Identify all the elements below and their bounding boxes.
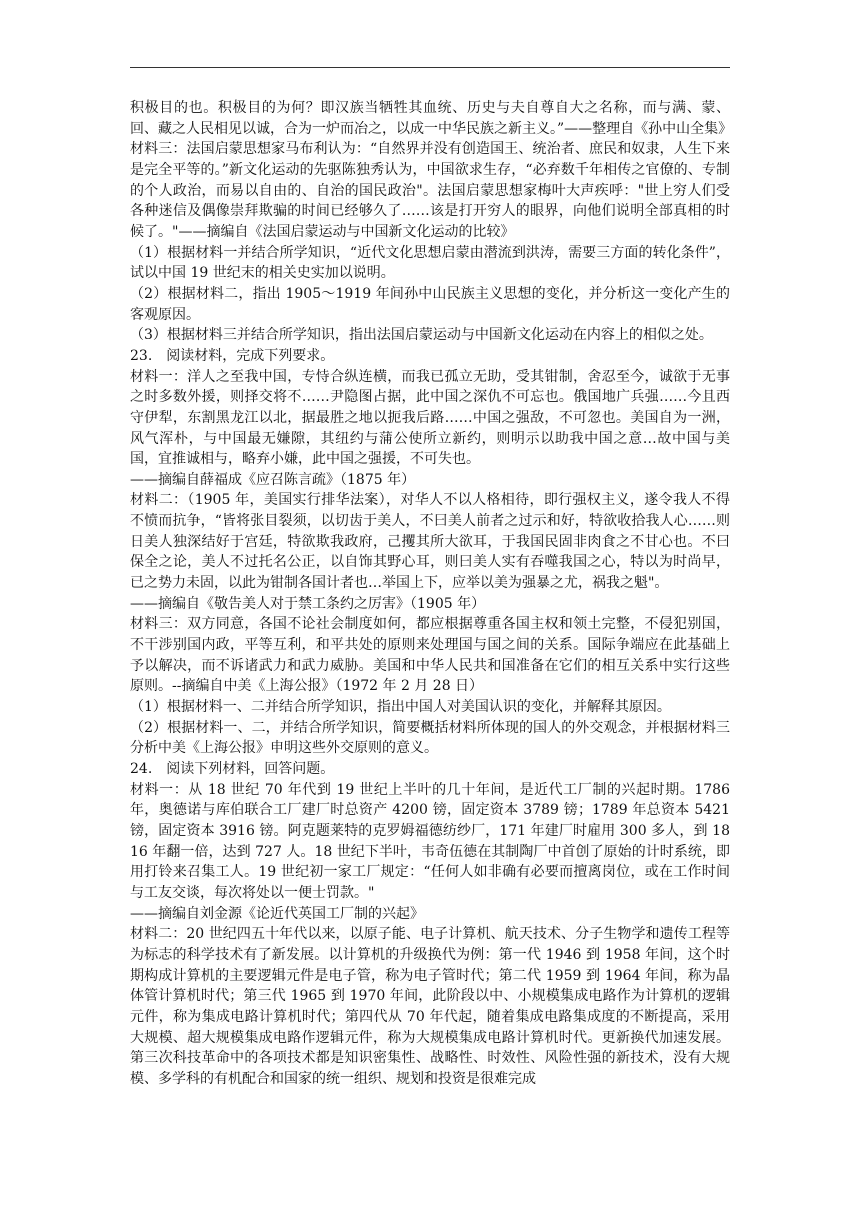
- question-24-heading: 24. 阅读下列材料，回答问题。: [130, 761, 335, 777]
- question-23-part-2: （2）根据材料一、二，并结合所学知识，简要概括材料所体现的国人的外交观念，并根据材料三分析中美《上海公报》申明这些外交原则的意义。: [130, 719, 730, 757]
- paragraph-material-two-ending: 积极目的也。积极目的为何？即汉族当牺牲其血统、历史与夫自尊自大之名称，而与满、蒙、回、藏之人民相见以诚，合为一炉而冶之，以成一中华民族之新主义。”——整理自《孙中山全集》: [130, 100, 733, 137]
- question-23-source-two: ——摘编自《敬告美人对于禁工条约之厉害》（1905 年）: [130, 595, 486, 612]
- question-23-part-1: （1）根据材料一、二并结合所学知识，指出中国人对美国认识的变化，并解释其原因。: [130, 699, 671, 716]
- question-22-part-3: （3）根据材料三并结合所学知识，指出法国启蒙运动与中国新文化运动在内容上的相似之处。: [130, 327, 713, 344]
- question-23-heading: 23. 阅读材料，完成下列要求。: [130, 347, 335, 364]
- question-23-source-one: ——摘编自薛福成《应召陈言疏》（1875 年）: [130, 471, 416, 488]
- header-rule: [130, 67, 730, 68]
- question-24-material-one: 材料一：从 18 世纪 70 年代到 19 世纪上半叶的几十年间，是近代工厂制的兴起时期。1786 年，奥德诺与库伯联合工厂建厂时总资产 4200 镑，固定资本 3789 镑；1789 年总资本 5421 镑，固定资本 3916 镑。阿克题莱特的克罗姆福德纺纱厂，171 年建厂时雇用 300 多人，到 1816 年翻一倍，达到 727 人。18 世纪下半叶，韦奇伍德在其制陶厂中首创了原始的计时系统，即用打铃来召集工人。19 世纪初一家工厂规定：“任何人如非确有必要而擅离岗位，或在工作时间与工友交谈，每次将处以一便士罚款。": [130, 781, 730, 901]
- question-22-part-1: （1）根据材料一并结合所学知识，“近代文化思想启蒙由潜流到洪涛，需要三方面的转化条件”，试以中国 19 世纪末的相关史实加以说明。: [130, 244, 730, 282]
- question-23-material-three: 材料三：双方同意，各国不论社会制度如何，都应根据尊重各国主权和领土完整，不侵犯别国，不干涉别国内政，平等互利，和平共处的原则来处理国与国之间的关系。国际争端应在此基础上予以解决，而不诉诸武力和武力威胁。美国和中华人民共和国准备在它们的相互关系中实行这些原则。--摘编自中美《上海公报》（1972 年 2 月 28 日）: [130, 616, 730, 695]
- question-23-material-one: 材料一：洋人之至我中国，专恃合纵连横，而我已孤立无助，受其钳制，舍忍至今，诚欲于无事之时多数外援，则择交将不……尹隐图占据，此中国之深仇不可忘也。俄国地广兵强……今且西守伊犁，东割黑龙江以北，据最胜之地以扼我后路……中国之强敌，不可忽也。美国自为一洲，风气浑朴，与中国最无嫌隙，其纽约与蒲公使所立新约，则明示以助我中国之意…故中国与美国，宜推诚相与，略弃小嫌，此中国之强援，不可失也。: [130, 368, 730, 468]
- question-24-material-two: 材料二：20 世纪四五十年代以来，以原子能、电子计算机、航天技术、分子生物学和遗传工程等为标志的科学技术有了新发展。以计算机的升级换代为例：第一代 1946 到 1958 年间，这个时期构成计算机的主要逻辑元件是电子管，称为电子管时代；第二代 1959 到 1964 年间，称为晶体管计算机时代；第三代 1965 到 1970 年间，此阶段以中、小规模集成电路作为计算机的逻辑元件，称为集成电路计算机时代；第四代从 70 年代起，随着集成电路集成度的不断提高，采用大规模、超大规模集成电路作逻辑元件，称为大规模集成电路计算机时代。更新换代加速发展。第三次科技革命中的各项技术都是知识密集性、战略性、时效性、风险性强的新技术，没有大规模、多学科的有机配合和国家的统一组织、规划和投资是很难完成: [130, 926, 730, 1087]
- paragraph-material-three: 材料三：法国启蒙思想家马布利认为：“自然界并没有创造国王、统治者、庶民和奴隶，人生下来是完全平等的。”新文化运动的先驱陈独秀认为，中国欲求生存，“必弃数千年相传之官僚的、专制的个人政治，而易以自由的、自治的国民政治"。法国启蒙思想家梅叶大声疾呼："世上穷人们受各种迷信及偶像崇拜欺骗的时间已经够久了……该是打开穷人的眼界，向他们说明全部真相的时候了。"——摘编自《法国启蒙运动与中国新文化运动的比较》: [130, 141, 730, 240]
- question-24-source-one: ——摘编自刘金源《论近代英国工厂制的兴起》: [130, 905, 424, 922]
- document-body: [130, 98, 733, 1090]
- question-23-material-two: 材料二：（1905 年，美国实行排华法案），对华人不以人格相待，即行强权主义，遂令我人不得不愤而抗争，“皆将张目裂须，以切齿于美人，不曰美人前者之过示和好，特欲收拾我人心……则日美人独深结好于宫廷，特欲欺我政府，己攫其所大欲耳，于我国民固非肉食之不甘心也。不曰保全之论，美人不过托名公正，以自饰其野心耳，则曰美人实有吞噬我国之心，特以为时尚早，已之势力未固，以此为钳制各国计者也…举国上下，应举以美为强暴之尤，祸我之魁"。: [130, 492, 730, 592]
- question-22-part-2: （2）根据材料二，指出 1905～1919 年间孙中山民族主义思想的变化，并分析这一变化产生的客观原因。: [130, 285, 730, 323]
